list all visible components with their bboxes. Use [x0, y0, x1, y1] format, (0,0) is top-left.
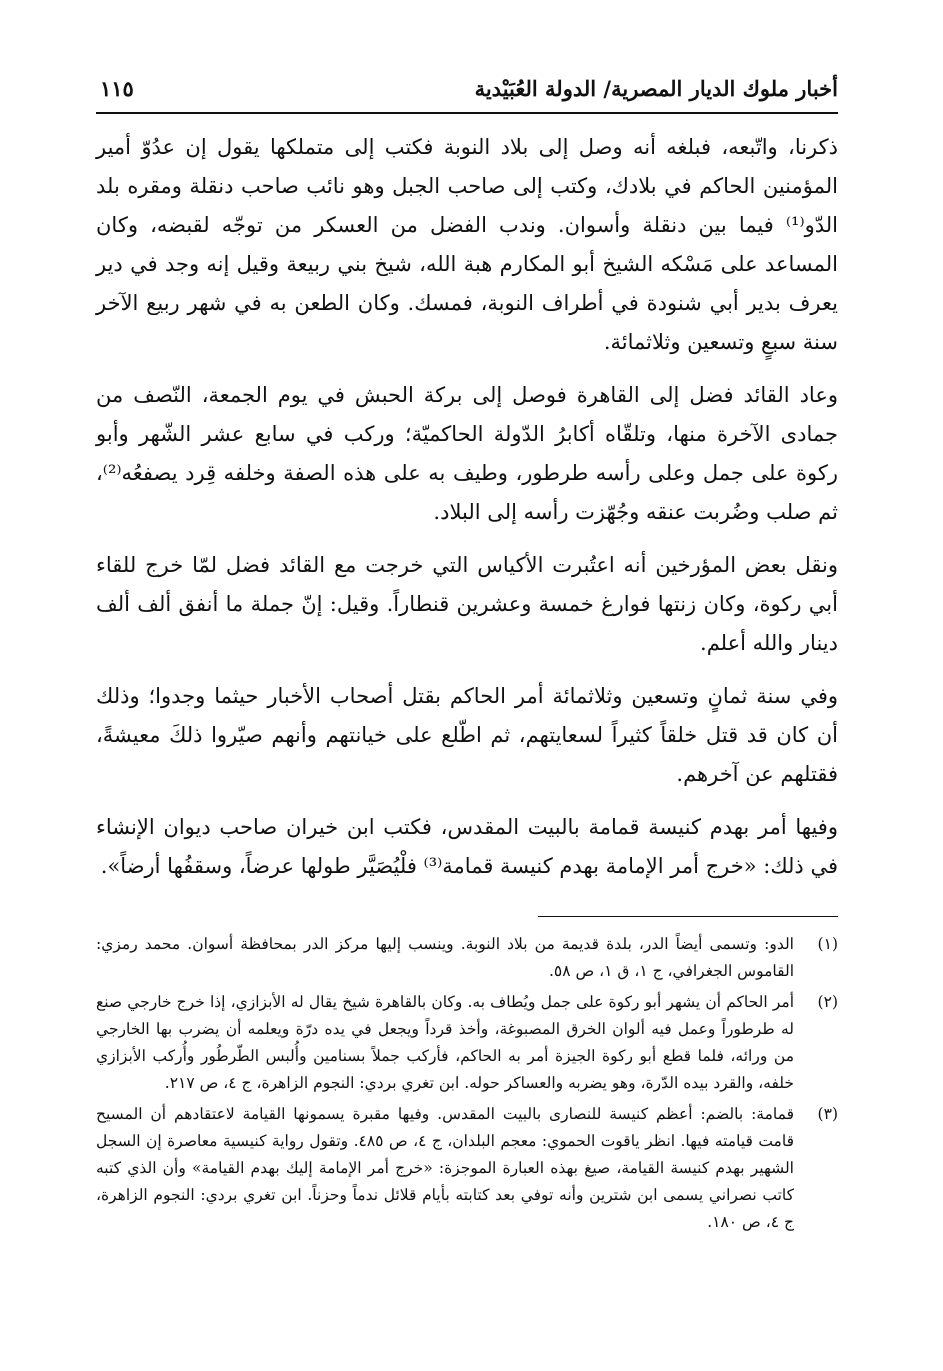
paragraph: وعاد القائد فضل إلى القاهرة فوصل إلى بركة الحبش في يوم الجمعة، النّصف من جمادى الآخرة منها، وتلقّاه أكابرُ الدّولة الحاكميّة؛ وركب في سابع عشر الشّهر وأبو ركوة على جمل وعلى رأسه طرطور، وطيف به على هذه الصفة وخلفه قِرد يصفعُه⁽²⁾، ثم صلب وضُربت عنقه وجُهّزت رأسه إلى البلاد. — [96, 383, 838, 524]
paragraph: وفي سنة ثمانٍ وتسعين وثلاثمائة أمر الحاكم بقتل أصحاب الأخبار حيثما وجدوا؛ وذلك أن كان قد قتل خلقاً كثيراً لسعايتهم، ثم اطّلع على خيانتهم وأنهم صيّروا ذلكَ معيشةً، فقتلهم عن آخرهم. — [96, 684, 838, 786]
footnote-text: قمامة: بالضم: أعظم كنيسة للنصارى بالبيت المقدس. وفيها مقبرة يسمونها القيامة لاعتقادهم أن المسيح قامت قيامته فيها. انظر ياقوت الحموي: معجم البلدان، ج ٤، ص ٤٨٥. وتقول رواية كنيسية معاصرة إن السجل الشهير بهدم كنيسة القيامة، صيغ بهذه العبارة الموجزة: «خرج أمر الإمامة إليك بهدم القيامة» وأن الذي كتبه كاتب نصراني يسمى ابن شترين وأنه توفي بعد كتابته بأيام قلائل ندماً وحزناً. ابن تغري بردي: النجوم الزاهرة، ج ٤، ص ١٨٠. — [96, 1105, 794, 1231]
running-header — [96, 76, 838, 114]
footnote — [96, 931, 838, 985]
paragraph: ونقل بعض المؤرخين أنه اعتُبرت الأكياس التي خرجت مع القائد فضل لمّا خرج للقاء أبي ركوة، وكان زنتها فوارغ خمسة وعشرين قنطاراً. وقيل: إنّ جملة ما أنفق ألف ألف دينار والله أعلم. — [96, 553, 838, 655]
paragraph: ذكرنا، واتّبعه، فبلغه أنه وصل إلى بلاد النوبة فكتب إلى متملكها يقول إن عدُوّ أمير المؤمنين الحاكم في بلادك، وكتب إلى صاحب الجبل وهو نائب صاحب دنقلة ومقره بلد الدّو⁽¹⁾ فيما بين دنقلة وأسوان. وندب الفضل من العسكر من توجّه لقبضه، وكان المساعد على مَسْكه الشيخ أبو المكارم هبة الله، شيخ بني ربيعة وقيل إنه وجد في دير يعرف بدير أبي شنودة في أطراف النوبة، فمسك. وكان الطعن به في شهر ربيع الآخر سنة سبعٍ وتسعين وثلاثمائة. — [96, 135, 838, 354]
page-number: ١١٥ — [100, 76, 134, 101]
footnote-separator — [538, 916, 838, 917]
footnote — [96, 1101, 838, 1236]
footnote-number: (٣) — [817, 1105, 838, 1123]
footnote-text: أمر الحاكم أن يشهر أبو ركوة على جمل ويُطاف به. وكان بالقاهرة شيخ يقال له الأبزازي، إذا خرج خارجي صنع له طرطوراً وعمل فيه ألوان الخرق المصبوغة، وأخذ قرداً ويجعل في يده درّة ويعلمه أن يضرب بها الخارجي من ورائه، فلما قطع أبو ركوة الجيزة أمر به الحاكم، فأركب جملاً بسنامين وأُلبس الطّرطُور وأُركب الأبزازي خلفه، والقرد بيده الدّرة، وهو يضربه والعساكر حوله. ابن تغري بردي: النجوم الزاهرة، ج ٤، ص ٢١٧. — [96, 993, 794, 1092]
paragraph: وفيها أمر بهدم كنيسة قمامة بالبيت المقدس، فكتب ابن خيران صاحب ديوان الإنشاء في ذلك: «خرج أمر الإمامة بهدم كنيسة قمامة⁽³⁾ فلْيُصَيَّر طولها عرضاً، وسقفُها أرضاً». — [96, 815, 838, 878]
footnote — [96, 989, 838, 1097]
footnote-text: الدو: وتسمى أيضاً الدر، بلدة قديمة من بلاد النوبة. وينسب إليها مركز الدر بمحافظة أسوان. محمد رمزي: القاموس الجغرافي، ج ١، ق ١، ص ٥٨. — [96, 935, 794, 980]
footnotes — [96, 931, 838, 1236]
running-title: أخبار ملوك الديار المصرية/ الدولة العُبَيْدية — [474, 76, 838, 101]
book-page — [96, 76, 838, 1326]
footnote-number: (٢) — [817, 993, 838, 1011]
main-text — [96, 128, 838, 886]
footnote-number: (١) — [817, 935, 838, 953]
